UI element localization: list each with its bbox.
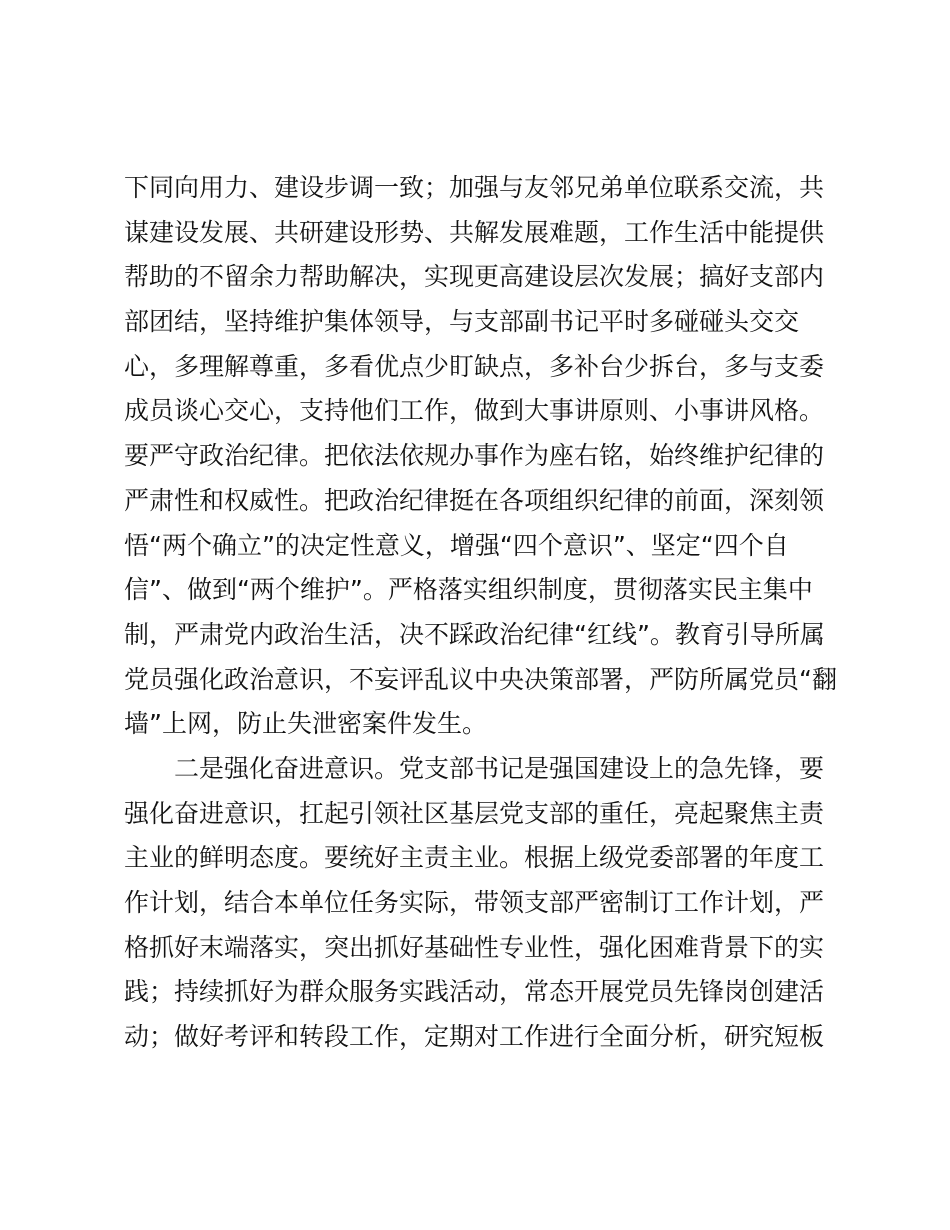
text-line: 信”、做到“两个维护”。严格落实组织制度，贯彻落实民主集中: [124, 575, 813, 605]
text-line: 格抓好末端落实，突出抓好基础性专业性，强化困难背景下的实: [124, 932, 825, 962]
text-line: 严肃性和权威性。把政治纪律挺在各项组织纪律的前面，深刻领: [124, 485, 825, 515]
text-line: 下同向用力、建设步调一致；加强与友邻兄弟单位联系交流，共: [124, 173, 825, 202]
text-line: 作计划，结合本单位任务实际，带领支部严密制订工作计划，严: [124, 888, 825, 917]
text-line: 主业的鲜明态度。要统好主责主业。根据上级党委部署的年度工: [124, 843, 825, 873]
text-line: 墙”上网，防止失泄密案件发生。: [124, 709, 487, 739]
text-line: 强化奋进意识，扛起引领社区基层党支部的重任，亮起聚焦主责: [124, 798, 825, 828]
text-line: 成员谈心交心，支持他们工作，做到大事讲原则、小事讲风格。: [124, 396, 825, 426]
text-line: 动；做好考评和转段工作，定期对工作进行全面分析，研究短板: [124, 1022, 825, 1052]
text-line: 心，多理解尊重，多看优点少盯缺点，多补台少拆台，多与支委: [124, 351, 825, 381]
text-line: 部团结，坚持维护集体领导，与支部副书记平时多碰碰头交交: [124, 307, 800, 337]
body-text: [124, 166, 844, 1060]
text-line: 制，严肃党内政治生活，决不踩政治纪律“红线”。教育引导所属: [124, 619, 825, 649]
text-line: 帮助的不留余力帮助解决，实现更高建设层次发展；搞好支部内: [124, 262, 825, 292]
paragraph-first-line: 二是强化奋进意识。党支部书记是强国建设上的急先锋，要: [174, 753, 825, 783]
text-line: 践；持续抓好为群众服务实践活动，常态开展党员先锋岗创建活: [124, 977, 825, 1007]
text-line: 党员强化政治意识，不妄评乱议中央决策部署，严防所属党员“翻: [124, 664, 837, 694]
text-line: 谋建设发展、共研建设形势、共解发展难题，工作生活中能提供: [124, 217, 825, 247]
text-line: 要严守政治纪律。把依法依规办事作为座右铭，始终维护纪律的: [124, 441, 825, 471]
text-line: 悟“两个确立”的决定性意义，增强“四个意识”、坚定“四个自: [124, 530, 789, 560]
